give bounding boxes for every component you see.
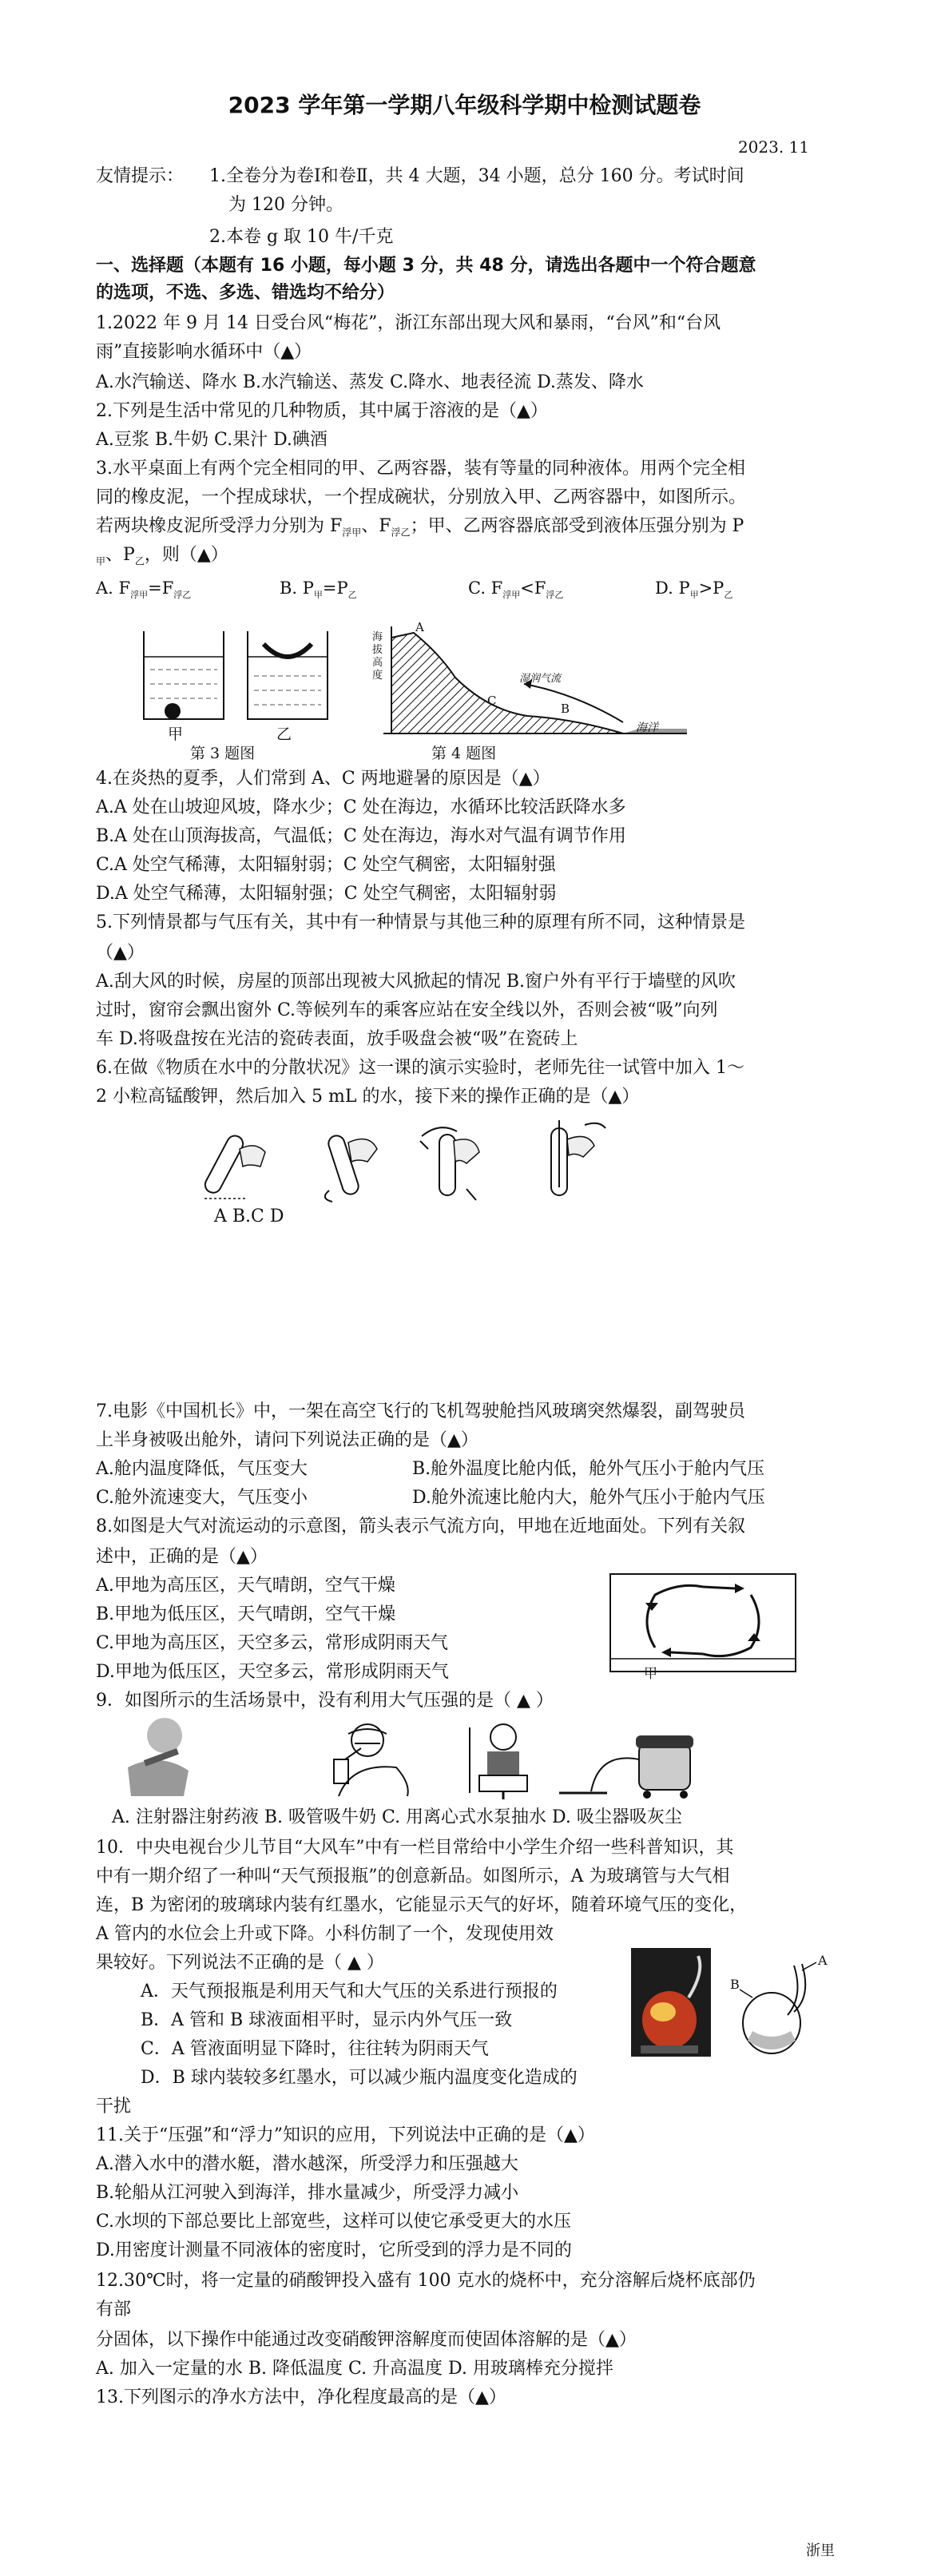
q7-option-c: C.舱外流速变大，气压变小 [96, 1488, 308, 1508]
pump-scene [470, 1724, 527, 1799]
q7-option-b: B.舱外温度比舱内低，舱外气压小于舱内气压 [412, 1459, 765, 1479]
q9-options: A. 注射器注射药液 B. 吸管吸牛奶 C. 用离心式水泵抽水 D. 吸尘器吸灰尘 [112, 1807, 682, 1827]
q6-stem: 6.在做《物质在水中的分散状况》这一课的演示实验时，老师先往一试管中加入 1～ [96, 1058, 744, 1078]
footer-watermark: 浙里 [806, 2542, 835, 2559]
q10-stem-2: 中有一期介绍了一种叫“天气预报瓶”的创意新品。如图所示，A 为玻璃管与大气相 [96, 1866, 730, 1886]
q13-stem: 13.下列图示的净水方法中，净化程度最高的是（▲） [96, 2387, 506, 2407]
exam-title: 2023 学年第一学期八年级科学期中检测试题卷 [228, 92, 701, 118]
q10-stem-5: 果较好。下列说法不正确的是（ ▲ ） [96, 1953, 384, 1973]
q6-stem-2: 2 小粒高锰酸钾，然后加入 5 mL 的水，接下来的操作正确的是（▲） [96, 1087, 640, 1107]
tube-op-d [551, 1120, 605, 1195]
q1-options: A.水汽输送、降水 B.水汽输送、蒸发 C.降水、地表径流 D.蒸发、降水 [96, 372, 644, 392]
q10-fig-label-b: B [730, 1977, 740, 1992]
q11-option-c: C.水坝的下部总要比上部宽些，这样可以使它承受更大的水压 [96, 2212, 572, 2232]
tip-2: 2.本卷 g 取 10 牛/千克 [209, 227, 394, 247]
weather-bottle-diagram [740, 1962, 816, 2053]
q2-options: A.豆浆 B.牛奶 C.果汁 D.碘酒 [96, 430, 328, 450]
q8-stem-2: 述中，正确的是（▲） [96, 1547, 268, 1567]
q11-option-a: A.潜入水中的潜水艇，潜水越深，所受浮力和压强越大 [96, 2154, 518, 2174]
q3-option-d: D. $P_甲>P_乙$ [655, 578, 733, 601]
q11-option-b: B.轮船从江河驶入到海洋，排水量减少，所受浮力减小 [96, 2183, 519, 2203]
q10-stem-3: 连，B 为密闭的玻璃球内装有红墨水，它能显示天气的好坏，随着环境气压的变化， [96, 1895, 748, 1915]
vacuum-scene [559, 1735, 693, 1799]
clay-bowl [264, 644, 312, 657]
airflow-left [647, 1585, 703, 1648]
q12-stem-2: 有部 [96, 2300, 132, 2320]
q8-figure [607, 1571, 799, 1675]
q8-stem: 8.如图是大气对流运动的示意图，箭头表示气流方向，甲地在近地面处。下列有关叙 [96, 1517, 745, 1536]
q5-stem-2: （▲） [96, 943, 145, 963]
q5-options-3: 车 D.将吸盘按在光洁的瓷砖表面，放手吸盘会被“吸”在瓷砖上 [96, 1029, 578, 1049]
q12-options: A. 加入一定量的水 B. 降低温度 C. 升高温度 D. 用玻璃棒充分搅拌 [96, 2359, 613, 2379]
q4-stem: 4.在炎热的夏季，人们常到 A、C 两地避暑的原因是（▲） [96, 769, 550, 789]
q3-option-a: A. $F_{浮甲}=F_{浮乙}$ [96, 578, 192, 601]
q4-option-d: D.A 处空气稀薄，太阳辐射强；C 处空气稠密，太阳辐射弱 [96, 884, 557, 904]
tube-op-b [325, 1134, 377, 1202]
fig3-caption: 第 3 题图 [190, 745, 256, 762]
fig4-label-a: A [415, 620, 424, 634]
airflow-right [703, 1595, 759, 1656]
q11-stem: 11.关于“压强”和“浮力”知识的应用，下列说法中正确的是（▲） [96, 2125, 595, 2145]
q3-stem-2: 同的橡皮泥，一个捏成球状，一个捏成碗状，分别放入甲、乙两容器中，如图所示。 [96, 487, 747, 507]
q11-option-d: D.用密度计测量不同液体的密度时，它所受到的浮力是不同的 [96, 2240, 572, 2260]
q10-option-d-cont: 干扰 [96, 2097, 132, 2117]
q10-fig-label-a: A [818, 1953, 828, 1968]
q9-figures [112, 1719, 767, 1799]
q3-stem-3: 若两块橡皮泥所受浮力分别为 $F_{浮甲}$、$F_{浮乙}$；甲、乙两容器底部受到液体压强分别为 P [96, 516, 744, 539]
tip-1-cont: 为 120 分钟。 [228, 195, 343, 215]
section-heading: 一、选择题（本题有 16 小题，每小题 3 分，共 48 分，请选出各题中一个符合题意 [96, 256, 756, 276]
fig4-caption: 第 4 题图 [431, 745, 497, 762]
q10-option-d: D．B 球内装较多红墨水，可以减少瓶内温度变化造成的 [141, 2068, 578, 2088]
tip-1: 1.全卷分为卷Ⅰ和卷Ⅱ，共 4 大题，34 小题，总分 160 分。考试时间 [209, 166, 744, 186]
q3-option-c: C. $F_{浮甲}<F_{浮乙}$ [468, 578, 564, 601]
q7-stem: 7.电影《中国机长》中，一架在高空飞行的飞机驾驶舱挡风玻璃突然爆裂，副驾驶员 [96, 1401, 745, 1421]
tube-op-c [420, 1127, 479, 1200]
container-yi [248, 631, 328, 719]
q10-option-c: C．A 管液面明显下降时，往往转为阴雨天气 [141, 2039, 489, 2059]
q10-option-a: A．天气预报瓶是利用天气和大气压的关系进行预报的 [141, 1982, 558, 2002]
syringe-scene [128, 1718, 189, 1796]
q5-stem: 5.下列情景都与气压有关，其中有一种情景与其他三种的原理有所不同，这种情景是 [96, 912, 745, 932]
q12-stem-3: 分固体，以下操作中能通过改变硝酸钾溶解度而使固体溶解的是（▲） [96, 2330, 637, 2350]
mountain-shape [391, 633, 623, 733]
q2-stem: 2.下列是生活中常见的几种物质，其中属于溶液的是（▲） [96, 401, 548, 421]
fig4-y-label: 海拔高度 [372, 631, 383, 682]
q6-figure [200, 1117, 647, 1205]
exam-date: 2023. 11 [737, 137, 809, 157]
q10-stem-4: A 管内的水位会上升或下降。小科仿制了一个，发现使用效 [96, 1924, 554, 1944]
q7-option-a: A.舱内温度降低，气压变大 [96, 1459, 308, 1479]
q8-fig-label-jia: 甲 [644, 1666, 657, 1682]
q3-stem: 3.水平桌面上有两个完全相同的甲、乙两容器，装有等量的同种液体。用两个完全相 [96, 459, 745, 479]
fig4-sea-label: 海洋 [636, 722, 658, 734]
q10-figures [631, 1948, 831, 2060]
q7-stem-2: 上半身被吸出舱外，请问下列说法正确的是（▲） [96, 1430, 478, 1450]
q8-option-a: A.甲地为高压区，天气晴朗，空气干燥 [96, 1576, 395, 1596]
clay-ball [165, 703, 181, 719]
straw-scene [334, 1724, 408, 1796]
q1-stem-cont: 雨”直接影响水循环中（▲） [96, 342, 312, 362]
q1-stem: 1.2022 年 9 月 14 日受台风“梅花”，浙江东部出现大风和暴雨，“台风”和“台风 [96, 313, 721, 333]
q7-option-d: D.舱外流速比舱内大，舱外气压小于舱内气压 [412, 1488, 765, 1508]
q4-option-c: C.A 处空气稀薄，太阳辐射弱；C 处空气稠密，太阳辐射强 [96, 855, 556, 875]
q12-stem: 12.30℃时，将一定量的硝酸钾投入盛有 100 克水的烧杯中，充分溶解后烧杯底部仍 [96, 2271, 756, 2291]
tube-op-a [202, 1133, 265, 1199]
section-heading-cont: 的选项，不选、多选、错选均不给分） [96, 283, 395, 303]
q5-options-2: 过时，窗帘会飘出窗外 C.等候列车的乘客应站在安全线以外，否则会被“吸”向列 [96, 1000, 718, 1020]
tips-label: 友情提示： [96, 166, 185, 186]
q4-option-b: B.A 处在山顶海拔高，气温低；C 处在海边，海水对气温有调节作用 [96, 826, 626, 846]
fig4-label-c: C [487, 694, 497, 708]
fig4-wind-label: 湿润气流 [519, 673, 562, 685]
label-jia: 甲 [168, 725, 184, 743]
q3-stem-4: $_甲$、$P_乙$，则（▲） [96, 545, 228, 567]
q3-option-b: B. $P_甲=P_乙$ [280, 578, 357, 601]
q8-option-b: B.甲地为低压区，天气晴朗，空气干燥 [96, 1604, 396, 1624]
fig4-label-b: B [561, 702, 570, 716]
q6-figure-labels: A B.C D [214, 1207, 284, 1226]
label-yi: 乙 [276, 725, 292, 743]
q4-option-a: A.A 处在山坡迎风坡，降水少；C 处在海边，水循环比较活跃降水多 [96, 797, 626, 817]
weather-bottle-photo [631, 1948, 711, 2057]
q8-option-d: D.甲地为低压区，天空多云，常形成阴雨天气 [96, 1662, 449, 1682]
q10-stem: 10．中央电视台少儿节目“大风车”中有一栏目常给中小学生介绍一些科普知识，其 [96, 1838, 734, 1858]
q5-options-1: A.刮大风的时候，房屋的顶部出现被大风掀起的情况 B.窗户外有平行于墙壁的风吹 [96, 972, 736, 992]
q10-option-b: B．A 管和 B 球液面相平时，显示内外气压一致 [141, 2010, 513, 2030]
q9-stem: 9．如图所示的生活场景中，没有利用大气压强的是（ ▲ ） [96, 1691, 554, 1711]
container-jia [144, 631, 224, 719]
q8-option-c: C.甲地为高压区，天空多云，常形成阴雨天气 [96, 1633, 449, 1653]
